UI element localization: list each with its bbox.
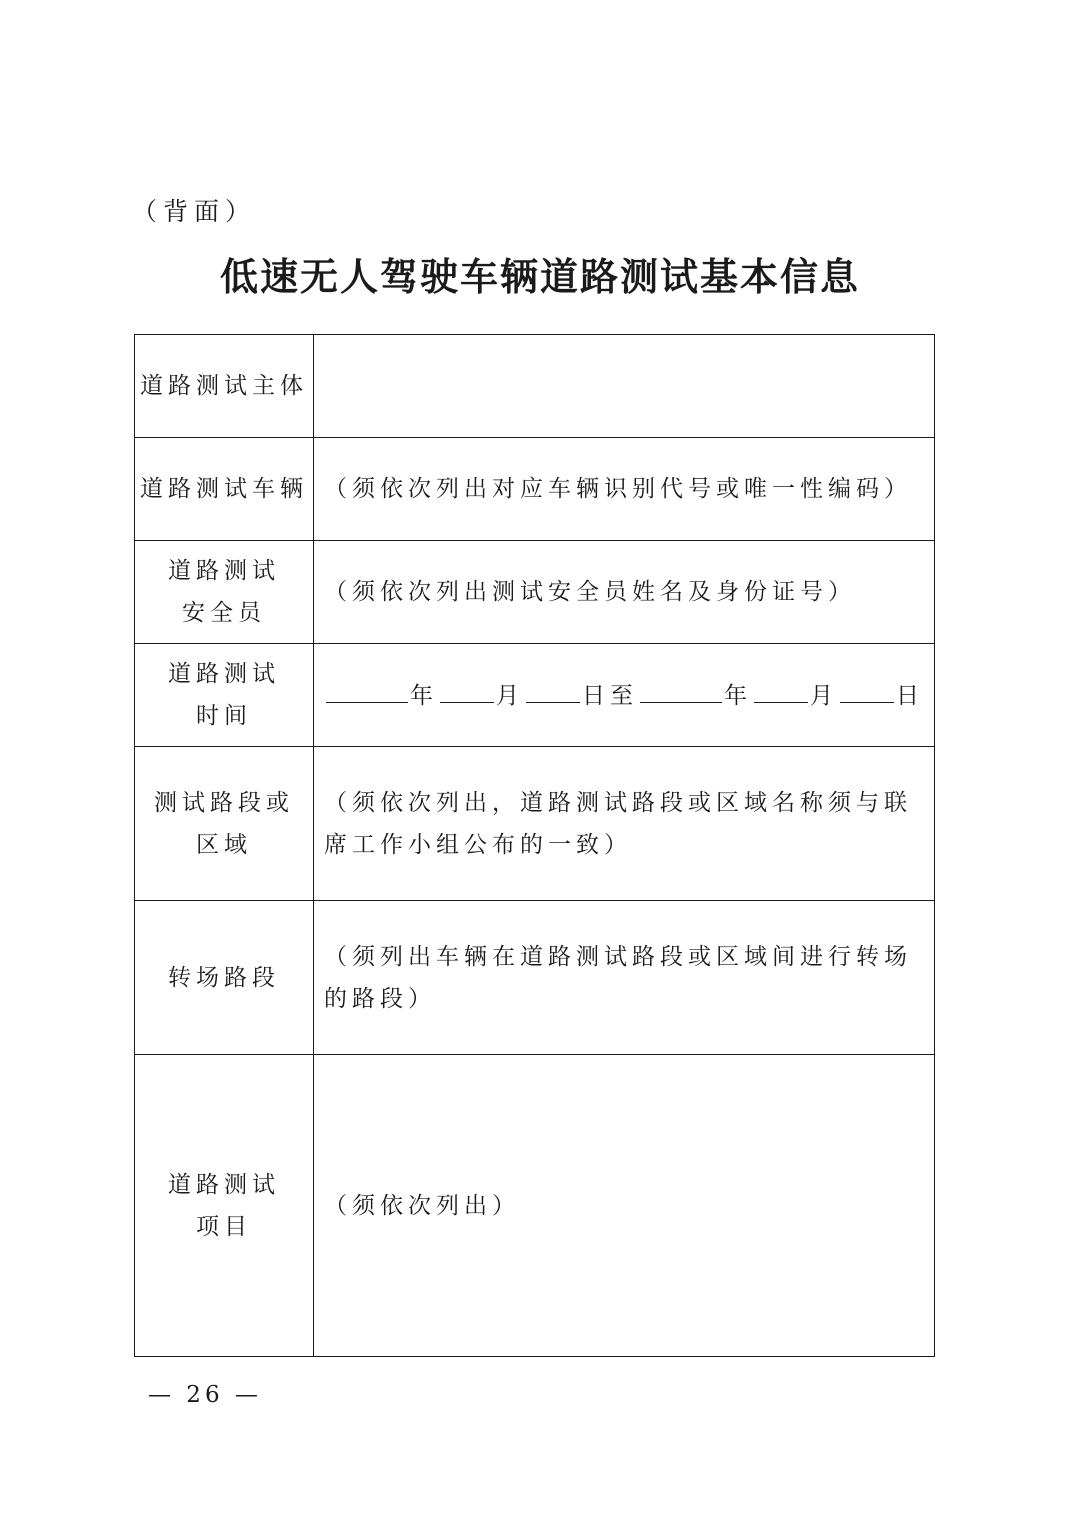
date-unit: 日 (896, 682, 924, 709)
label-line: 道路测试 (168, 1171, 280, 1198)
table-row (135, 644, 935, 747)
row-label-transfer-route: 转场路段 (135, 901, 314, 1055)
date-unit: 月 (810, 682, 838, 709)
year-end-blank[interactable] (640, 674, 722, 703)
label-line: 项目 (196, 1213, 252, 1240)
row-value-transfer-route[interactable]: （须列出车辆在道路测试路段或区域间进行转场的路段） (314, 901, 935, 1055)
row-value-subject[interactable] (314, 335, 935, 438)
row-label-safety-officer (135, 541, 314, 644)
table-row (135, 335, 935, 438)
month-start-blank[interactable] (440, 674, 494, 703)
label-line: 区域 (196, 831, 252, 858)
table-row (135, 1055, 935, 1357)
row-label-subject: 道路测试主体 (135, 335, 314, 438)
day-start-blank[interactable] (526, 674, 580, 703)
row-value-test-items[interactable]: （须依次列出） (314, 1055, 935, 1357)
label-line: 道路测试 (168, 661, 280, 687)
row-label-test-items (135, 1055, 314, 1357)
row-value-test-time[interactable] (314, 644, 935, 747)
label-line: 时间 (196, 703, 252, 729)
row-label-test-time (135, 644, 314, 747)
page-side-label: （背面） (132, 197, 257, 226)
row-value-safety-officer[interactable]: （须依次列出测试安全员姓名及身份证号） (314, 541, 935, 644)
table-row (135, 747, 935, 901)
row-label-vehicle: 道路测试车辆 (135, 438, 314, 541)
date-unit: 年 (410, 682, 438, 709)
info-form-table (134, 334, 935, 1357)
date-unit: 日至 (582, 682, 638, 709)
date-unit: 月 (496, 682, 524, 709)
row-label-test-area (135, 747, 314, 901)
label-line: 安全员 (182, 600, 266, 626)
year-start-blank[interactable] (326, 674, 408, 703)
label-line: 道路测试 (168, 558, 280, 584)
table-row (135, 901, 935, 1055)
page-number: — 26 — (148, 1382, 262, 1408)
label-line: 测试路段或 (154, 789, 294, 816)
day-end-blank[interactable] (840, 674, 894, 703)
row-value-vehicle[interactable]: （须依次列出对应车辆识别代号或唯一性编码） (314, 438, 935, 541)
table-row (135, 438, 935, 541)
page-title: 低速无人驾驶车辆道路测试基本信息 (219, 255, 860, 299)
date-unit: 年 (724, 682, 752, 709)
month-end-blank[interactable] (754, 674, 808, 703)
row-value-test-area[interactable]: （须依次列出，道路测试路段或区域名称须与联席工作小组公布的一致） (314, 747, 935, 901)
table-row (135, 541, 935, 644)
